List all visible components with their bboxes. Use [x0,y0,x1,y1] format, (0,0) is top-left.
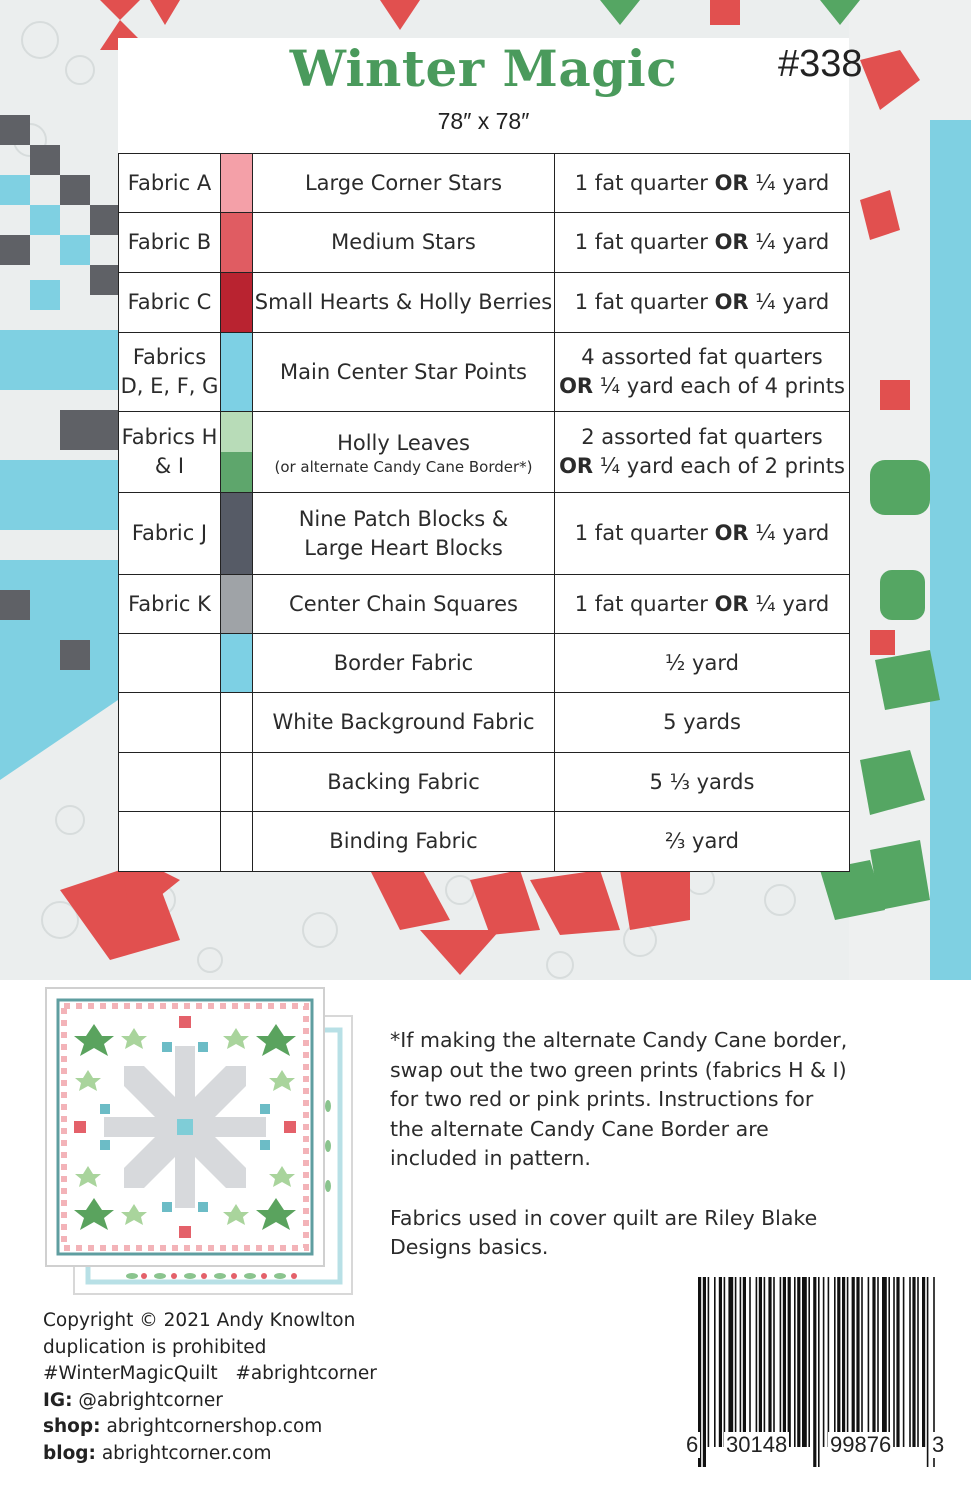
barcode-bar [927,1277,929,1467]
fabric-row [119,493,850,575]
barcode-bar [896,1277,899,1447]
fabric-label: Fabric J [119,493,221,575]
fabric-use-text: Large Corner Stars [304,170,503,195]
fabric-swatch [221,634,253,693]
barcode-bar [728,1277,733,1447]
swatch-color [221,812,252,871]
barcode-bar [861,1277,863,1447]
copyright-line: Copyright © 2021 Andy Knowlton [43,1310,356,1331]
fabric-label [119,693,221,753]
amount-part: 1 fat quarter [574,591,715,616]
barcode-bar [842,1277,845,1447]
fabric-label [119,753,221,812]
barcode-bar [818,1277,820,1467]
amount-or: OR [714,591,749,616]
swatch-color [221,213,252,272]
swatch-part [221,412,252,452]
candy-cane-footnote [390,1026,850,1293]
barcode-bar [794,1277,796,1447]
fabric-row [119,753,850,812]
fabric-amount [555,493,850,575]
pattern-title: Winter Magic [289,39,678,98]
shop-label: shop: [43,1416,101,1437]
shop-link[interactable]: abrightcornershop.com [106,1416,323,1437]
fabric-use-text: Binding Fabric [329,829,478,853]
barcode-group-1: 30148 [726,1432,788,1457]
fabric-use [253,693,555,753]
barcode-bar [847,1277,849,1447]
amount-or: OR [559,454,594,478]
barcode-bar [764,1277,766,1447]
barcode-bar [912,1277,915,1447]
fabric-label: Fabric C [119,273,221,333]
fabric-use-text: Holly Leaves [337,430,470,455]
fabric-row [119,812,850,872]
fabric-use [253,812,555,872]
barcode-bar [909,1277,911,1447]
barcode-bar [852,1277,855,1447]
quilt-thumbnail [44,986,354,1300]
barcode-bar [802,1277,807,1447]
barcode-bar [743,1277,746,1447]
barcode-bar [756,1277,758,1447]
swatch-color [221,493,252,574]
amount-or: OR [714,521,749,545]
amount-line [555,452,849,481]
barcode-bar [882,1277,887,1447]
fabric-label [119,634,221,693]
blog-line [43,1441,377,1468]
barcode-digit-right: 3 [932,1432,945,1457]
footnote-paragraph-1: *If making the alternate Candy Cane border, swap out the two green prints (fabrics H & I) for two red or pink prints. Instructions for the alternate Candy Cane Border are included in pattern. [390,1028,848,1170]
blog-link[interactable]: abrightcorner.com [101,1442,272,1464]
amount-part: ¼ yard [748,290,830,314]
fabric-swatch [221,753,253,812]
fabric-row [119,273,850,333]
hashtag-brand: #abrightcorner [235,1363,377,1384]
pattern-number: #338 [778,43,863,85]
barcode-bar [719,1277,722,1447]
amount-line: 4 assorted fat quarters [581,345,823,369]
barcode-bar [917,1277,919,1447]
fabric-swatch [221,213,253,273]
barcode-bar [703,1277,706,1467]
amount-text: ⅔ yard [665,829,739,853]
blog-label: blog: [43,1442,96,1464]
amount-or: OR [714,230,749,254]
barcode-bar [724,1277,726,1447]
fabric-row [119,575,850,634]
amount-line: 2 assorted fat quarters [581,425,823,449]
barcode-bar [837,1277,840,1447]
amount-text: 5 yards [663,710,741,734]
barcode-bar [922,1277,925,1447]
fabric-use-text: Backing Fabric [327,769,480,794]
fabric-amount [555,333,850,412]
amount-text: ½ yard [665,650,739,675]
fabric-use-text: Center Chain Squares [289,591,518,616]
amount-part: ¼ yard [748,170,830,195]
barcode-bar [868,1277,870,1447]
barcode-bar [828,1277,830,1447]
amount-text: 5 ⅓ yards [649,769,755,794]
fabric-use-text: Main Center Star Points [280,359,527,384]
barcode-bar [893,1277,895,1447]
barcode-bar [877,1277,879,1447]
duplication-line: duplication is prohibited [43,1336,267,1358]
barcode-bar [749,1277,751,1447]
credits-block [43,1308,377,1467]
fabric-amount [555,154,850,213]
barcode-bar [768,1277,771,1447]
fabric-label: Fabric K [119,575,221,634]
fabric-row [119,154,850,213]
amount-part: ¼ yard each of 4 prints [593,374,845,398]
amount-or: OR [714,290,749,314]
fabric-requirements-table [118,153,850,872]
shop-line [43,1414,377,1441]
fabric-amount [555,634,850,693]
fabric-amount [555,213,850,273]
fabric-use [253,634,555,693]
fabric-swatch [221,333,253,412]
fabric-use [253,412,555,493]
amount-or: OR [559,374,594,398]
fabric-amount [555,812,850,872]
barcode-bar [740,1277,742,1447]
barcode-bar [759,1277,762,1447]
fabric-amount [555,273,850,333]
barcode-bar [872,1277,875,1447]
barcode-bar [780,1277,782,1447]
amount-part: 1 fat quarter [574,170,715,195]
amount-part: ¼ yard [748,521,830,545]
amount-part: ¼ yard [748,230,830,254]
barcode-bar [856,1277,859,1447]
fabric-swatch [221,812,253,872]
fabric-label: Fabric A [119,154,221,213]
swatch-part [221,452,252,492]
fabric-row [119,333,850,412]
fabric-use [253,154,555,213]
fabric-label: Fabric B [119,213,221,273]
barcode-bar [773,1277,775,1447]
footnote-paragraph-2: Fabrics used in cover quilt are Riley Blake Designs basics. [390,1205,818,1259]
barcode-bar [735,1277,737,1447]
fabric-amount [555,575,850,634]
fabric-row [119,213,850,273]
fabric-row [119,634,850,693]
fabric-swatch [221,575,253,634]
fabric-use [253,753,555,812]
amount-line [555,372,849,401]
fabric-use [253,273,555,333]
hashtag-quilt: #WinterMagicQuilt [43,1363,218,1384]
swatch-color [221,333,252,411]
instagram-handle[interactable]: @abrightcorner [78,1389,223,1411]
swatch-color [221,575,252,633]
barcode-bar [788,1277,791,1447]
fabric-amount [555,753,850,812]
fabric-use [253,575,555,634]
fabric-label: Fabrics D, E, F, G [119,333,221,412]
fabric-amount [555,693,850,753]
fabric-swatch [221,493,253,575]
amount-part: 1 fat quarter [574,521,715,545]
barcode-group-2: 99876 [830,1432,892,1457]
instagram-label: IG: [43,1389,73,1411]
swatch-color [221,273,252,332]
fabric-swatch [221,154,253,213]
fabric-use-text: White Background Fabric [272,710,535,734]
barcode-bar [714,1277,716,1447]
swatch-color [221,412,252,492]
fabric-swatch [221,412,253,493]
fabric-use-line: Nine Patch Blocks & [298,506,509,531]
fabric-use [253,493,555,575]
fabric-use-note: (or alternate Candy Cane Border*) [274,457,533,476]
barcode-bar [708,1277,710,1447]
amount-part: 1 fat quarter [574,290,715,314]
barcode-bar [813,1277,816,1467]
fabric-row [119,412,850,493]
barcode-bar [797,1277,800,1447]
barcode-bar [783,1277,786,1447]
barcode-digit-left: 6 [686,1432,699,1457]
amount-part: 1 fat quarter [574,230,715,254]
fabric-swatch [221,273,253,333]
amount-part: ¼ yard [748,591,830,616]
fabric-use [253,213,555,273]
quilt-diagram-icon [44,986,354,1296]
swatch-color [221,753,252,811]
fabric-use-text: Medium Stars [331,230,476,254]
hashtags-line [43,1361,377,1388]
fabric-label [119,812,221,872]
fabric-row [119,693,850,753]
fabric-use-line: Large Heart Blocks [304,535,503,560]
fabric-label: Fabrics H & I [119,412,221,493]
swatch-color [221,634,252,692]
fabric-use-text: Small Hearts & Holly Berries [254,290,553,314]
fabric-use-text: Border Fabric [333,650,474,675]
swatch-color [221,154,252,212]
barcode-bar [834,1277,836,1447]
instagram-line [43,1388,377,1415]
fabric-use [253,333,555,412]
amount-or: OR [714,170,749,195]
barcode-bar [903,1277,905,1447]
quilt-size: 78″ x 78″ [437,108,530,134]
fabric-swatch [221,693,253,753]
amount-part: ¼ yard each of 2 prints [593,454,845,478]
swatch-color [221,693,252,752]
barcode-bar [823,1277,825,1447]
fabric-amount [555,412,850,493]
barcode-bar [888,1277,890,1447]
barcode-bar [808,1277,810,1447]
